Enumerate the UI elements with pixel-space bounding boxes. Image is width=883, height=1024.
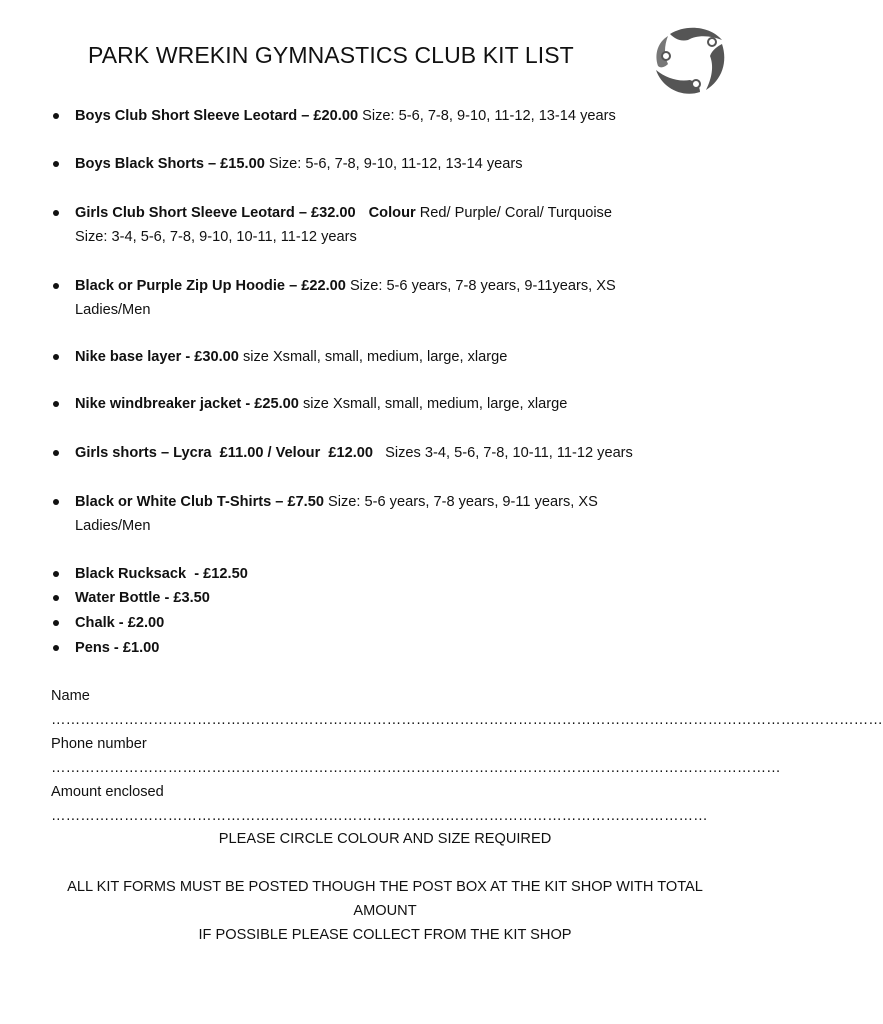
- list-item: [50, 104, 740, 128]
- list-item: [50, 152, 740, 176]
- item-details-line2: Ladies/Men: [75, 302, 151, 318]
- item-details-line2: Ladies/Men: [75, 518, 151, 534]
- item-details: Size: 5-6 years, 7-8 years, 9-11years, XS: [345, 278, 616, 294]
- list-item: [50, 201, 740, 249]
- list-item: [50, 345, 740, 369]
- item-details-line2: Size: 3-4, 5-6, 7-8, 9-10, 10-11, 11-12 years: [75, 229, 357, 245]
- list-item: [50, 636, 740, 660]
- item-name: Nike base layer - £30.00: [75, 349, 239, 365]
- bullet-icon: [53, 161, 59, 167]
- list-item: [50, 274, 740, 322]
- bullet-icon: [53, 210, 59, 216]
- club-logo-icon: [652, 22, 728, 96]
- bullet-icon: [53, 450, 59, 456]
- item-name: Black Rucksack - £12.50: [75, 566, 248, 582]
- list-item: [50, 586, 740, 610]
- bullet-icon: [53, 645, 59, 651]
- item-details: Red/ Purple/ Coral/ Turquoise: [415, 205, 612, 221]
- posted-note-line1: ALL KIT FORMS MUST BE POSTED THOUGH THE POST BOX AT THE KIT SHOP WITH TOTAL: [67, 879, 703, 895]
- list-item: [50, 611, 740, 635]
- item-name: Black or Purple Zip Up Hoodie – £22.00: [75, 278, 346, 294]
- item-details: size Xsmall, small, medium, large, xlarge: [298, 396, 568, 412]
- page-title: PARK WREKIN GYMNASTICS CLUB KIT LIST: [88, 42, 574, 68]
- posted-note-line2: AMOUNT: [353, 903, 417, 919]
- item-name: Pens - £1.00: [75, 640, 160, 656]
- item-colour-label: Colour: [368, 205, 416, 221]
- item-details: Size: 5-6, 7-8, 9-10, 11-12, 13-14 years: [264, 156, 523, 172]
- amount-field[interactable]: Amount enclosed ………………………………………………………………………………………………………………………: [51, 784, 708, 824]
- item-name: Boys Black Shorts – £15.00: [75, 156, 265, 172]
- list-item: [50, 441, 740, 465]
- bullet-icon: [53, 283, 59, 289]
- circle-note: PLEASE CIRCLE COLOUR AND SIZE REQUIRED: [218, 831, 552, 847]
- bullet-icon: [53, 499, 59, 505]
- item-details: size Xsmall, small, medium, large, xlarge: [238, 349, 508, 365]
- bullet-icon: [53, 354, 59, 360]
- item-name: Girls shorts – Lycra £11.00 / Velour £12.00: [75, 445, 373, 461]
- bullet-icon: [53, 401, 59, 407]
- list-item: [50, 490, 740, 538]
- bullet-icon: [53, 620, 59, 626]
- bullet-icon: [53, 595, 59, 601]
- item-name: Chalk - £2.00: [75, 615, 165, 631]
- name-field[interactable]: Name ………………………………………………………………………………………………………………………………………………………: [51, 688, 883, 728]
- collect-note: IF POSSIBLE PLEASE COLLECT FROM THE KIT SHOP: [198, 927, 572, 943]
- item-name: Nike windbreaker jacket - £25.00: [75, 396, 299, 412]
- bullet-icon: [53, 113, 59, 119]
- item-name: Water Bottle - £3.50: [75, 590, 210, 606]
- item-name: Black or White Club T-Shirts – £7.50: [75, 494, 324, 510]
- item-details: Size: 5-6 years, 7-8 years, 9-11 years, XS: [323, 494, 598, 510]
- list-item: [50, 392, 740, 416]
- item-details: Sizes 3-4, 5-6, 7-8, 10-11, 11-12 years: [373, 445, 633, 461]
- list-item: [50, 562, 740, 586]
- item-details: Size: 5-6, 7-8, 9-10, 11-12, 13-14 years: [358, 108, 616, 124]
- phone-field[interactable]: Phone number ……………………………………………………………………………………………………………………………………: [51, 736, 781, 776]
- bullet-icon: [53, 571, 59, 577]
- item-name: Girls Club Short Sleeve Leotard – £32.00: [75, 205, 356, 221]
- item-name: Boys Club Short Sleeve Leotard – £20.00: [75, 108, 359, 124]
